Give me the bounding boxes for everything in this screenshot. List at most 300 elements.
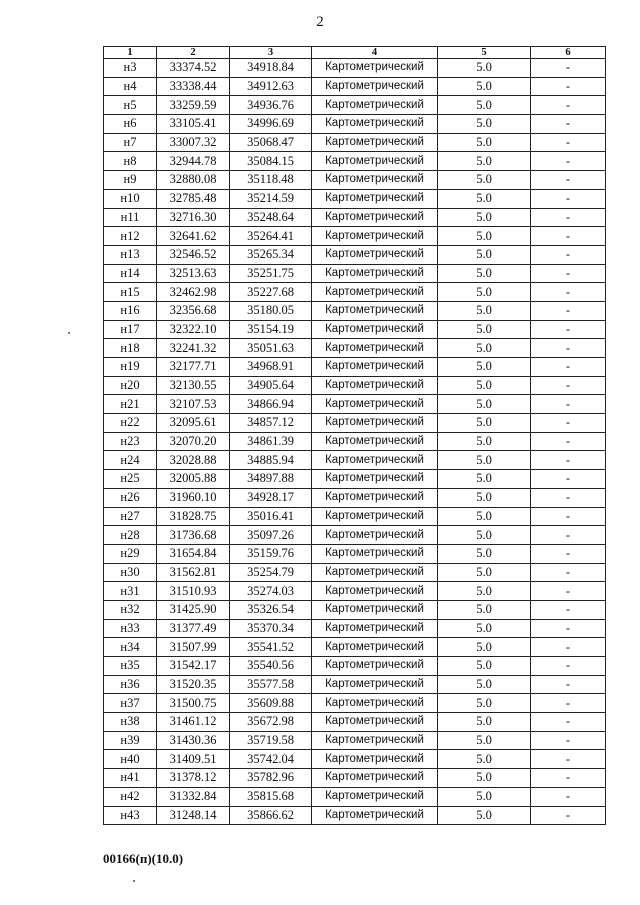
- method-cell: Картометрический: [312, 320, 438, 339]
- x-coordinate-cell: 32641.62: [157, 227, 230, 246]
- y-coordinate-cell: 35214.59: [230, 189, 312, 208]
- point-id-cell: н31: [104, 582, 157, 601]
- x-coordinate-cell: 31654.84: [157, 544, 230, 563]
- x-coordinate-cell: 32241.32: [157, 339, 230, 358]
- description-cell: -: [531, 694, 606, 713]
- y-coordinate-cell: 35154.19: [230, 320, 312, 339]
- description-cell: -: [531, 152, 606, 171]
- x-coordinate-cell: 32356.68: [157, 301, 230, 320]
- description-cell: -: [531, 227, 606, 246]
- description-cell: -: [531, 171, 606, 190]
- accuracy-cell: 5.0: [438, 283, 531, 302]
- table-row: [104, 208, 606, 227]
- header-col-1: 1: [104, 47, 157, 59]
- point-id-cell: н26: [104, 488, 157, 507]
- point-id-cell: н25: [104, 470, 157, 489]
- description-cell: -: [531, 600, 606, 619]
- header-col-2: 2: [157, 47, 230, 59]
- description-cell: -: [531, 208, 606, 227]
- y-coordinate-cell: 35118.48: [230, 171, 312, 190]
- method-cell: Картометрический: [312, 414, 438, 433]
- accuracy-cell: 5.0: [438, 806, 531, 825]
- table-row: [104, 544, 606, 563]
- x-coordinate-cell: 31960.10: [157, 488, 230, 507]
- table-row: [104, 320, 606, 339]
- accuracy-cell: 5.0: [438, 769, 531, 788]
- table-row: [104, 152, 606, 171]
- y-coordinate-cell: 35227.68: [230, 283, 312, 302]
- method-cell: Картометрический: [312, 152, 438, 171]
- point-id-cell: н40: [104, 750, 157, 769]
- point-id-cell: н30: [104, 563, 157, 582]
- description-cell: -: [531, 619, 606, 638]
- scan-speck: [133, 880, 135, 882]
- document-code: 00166(п)(10.0): [103, 851, 184, 866]
- point-id-cell: н33: [104, 619, 157, 638]
- accuracy-cell: 5.0: [438, 59, 531, 78]
- point-id-cell: н24: [104, 451, 157, 470]
- x-coordinate-cell: 32095.61: [157, 414, 230, 433]
- table-row: [104, 245, 606, 264]
- y-coordinate-cell: 34996.69: [230, 115, 312, 134]
- method-cell: Картометрический: [312, 77, 438, 96]
- accuracy-cell: 5.0: [438, 171, 531, 190]
- y-coordinate-cell: 35251.75: [230, 264, 312, 283]
- accuracy-cell: 5.0: [438, 507, 531, 526]
- x-coordinate-cell: 33259.59: [157, 96, 230, 115]
- point-id-cell: н43: [104, 806, 157, 825]
- point-id-cell: н5: [104, 96, 157, 115]
- description-cell: -: [531, 544, 606, 563]
- y-coordinate-cell: 35866.62: [230, 806, 312, 825]
- point-id-cell: н18: [104, 339, 157, 358]
- description-cell: -: [531, 358, 606, 377]
- point-id-cell: н21: [104, 395, 157, 414]
- method-cell: Картометрический: [312, 96, 438, 115]
- header-col-5: 5: [438, 47, 531, 59]
- description-cell: -: [531, 283, 606, 302]
- point-id-cell: н29: [104, 544, 157, 563]
- point-id-cell: н39: [104, 731, 157, 750]
- accuracy-cell: 5.0: [438, 619, 531, 638]
- description-cell: -: [531, 657, 606, 676]
- accuracy-cell: 5.0: [438, 750, 531, 769]
- method-cell: Картометрический: [312, 59, 438, 78]
- x-coordinate-cell: 32028.88: [157, 451, 230, 470]
- method-cell: Картометрический: [312, 358, 438, 377]
- table-row: [104, 339, 606, 358]
- accuracy-cell: 5.0: [438, 731, 531, 750]
- description-cell: -: [531, 787, 606, 806]
- accuracy-cell: 5.0: [438, 189, 531, 208]
- table-row: [104, 77, 606, 96]
- accuracy-cell: 5.0: [438, 638, 531, 657]
- point-id-cell: н3: [104, 59, 157, 78]
- y-coordinate-cell: 35084.15: [230, 152, 312, 171]
- description-cell: -: [531, 320, 606, 339]
- description-cell: -: [531, 582, 606, 601]
- x-coordinate-cell: 31248.14: [157, 806, 230, 825]
- table-row: [104, 675, 606, 694]
- description-cell: -: [531, 245, 606, 264]
- y-coordinate-cell: 35016.41: [230, 507, 312, 526]
- description-cell: -: [531, 189, 606, 208]
- description-cell: -: [531, 395, 606, 414]
- table-row: [104, 171, 606, 190]
- y-coordinate-cell: 35326.54: [230, 600, 312, 619]
- table-header-row: [104, 47, 606, 59]
- description-cell: -: [531, 563, 606, 582]
- accuracy-cell: 5.0: [438, 787, 531, 806]
- point-id-cell: н23: [104, 432, 157, 451]
- y-coordinate-cell: 35265.34: [230, 245, 312, 264]
- accuracy-cell: 5.0: [438, 451, 531, 470]
- accuracy-cell: 5.0: [438, 301, 531, 320]
- point-id-cell: н42: [104, 787, 157, 806]
- accuracy-cell: 5.0: [438, 414, 531, 433]
- method-cell: Картометрический: [312, 675, 438, 694]
- description-cell: -: [531, 264, 606, 283]
- method-cell: Картометрический: [312, 470, 438, 489]
- method-cell: Картометрический: [312, 264, 438, 283]
- point-id-cell: н8: [104, 152, 157, 171]
- table-row: [104, 358, 606, 377]
- y-coordinate-cell: 34885.94: [230, 451, 312, 470]
- accuracy-cell: 5.0: [438, 582, 531, 601]
- description-cell: -: [531, 526, 606, 545]
- method-cell: Картометрический: [312, 507, 438, 526]
- point-id-cell: н35: [104, 657, 157, 676]
- accuracy-cell: 5.0: [438, 152, 531, 171]
- point-id-cell: н38: [104, 713, 157, 732]
- point-id-cell: н19: [104, 358, 157, 377]
- x-coordinate-cell: 32107.53: [157, 395, 230, 414]
- point-id-cell: н34: [104, 638, 157, 657]
- accuracy-cell: 5.0: [438, 675, 531, 694]
- table-row: [104, 694, 606, 713]
- table-row: [104, 600, 606, 619]
- point-id-cell: н11: [104, 208, 157, 227]
- y-coordinate-cell: 34928.17: [230, 488, 312, 507]
- table-row: [104, 731, 606, 750]
- description-cell: -: [531, 806, 606, 825]
- y-coordinate-cell: 35782.96: [230, 769, 312, 788]
- method-cell: Картометрический: [312, 582, 438, 601]
- method-cell: Картометрический: [312, 339, 438, 358]
- point-id-cell: н12: [104, 227, 157, 246]
- table-row: [104, 582, 606, 601]
- method-cell: Картометрический: [312, 787, 438, 806]
- method-cell: Картометрический: [312, 713, 438, 732]
- x-coordinate-cell: 32322.10: [157, 320, 230, 339]
- description-cell: -: [531, 638, 606, 657]
- accuracy-cell: 5.0: [438, 488, 531, 507]
- y-coordinate-cell: 34857.12: [230, 414, 312, 433]
- accuracy-cell: 5.0: [438, 320, 531, 339]
- method-cell: Картометрический: [312, 451, 438, 470]
- x-coordinate-cell: 32513.63: [157, 264, 230, 283]
- table-row: [104, 526, 606, 545]
- description-cell: -: [531, 488, 606, 507]
- accuracy-cell: 5.0: [438, 657, 531, 676]
- description-cell: -: [531, 96, 606, 115]
- header-col-4: 4: [312, 47, 438, 59]
- description-cell: -: [531, 59, 606, 78]
- accuracy-cell: 5.0: [438, 77, 531, 96]
- x-coordinate-cell: 31507.99: [157, 638, 230, 657]
- point-id-cell: н14: [104, 264, 157, 283]
- header-col-6: 6: [531, 47, 606, 59]
- accuracy-cell: 5.0: [438, 358, 531, 377]
- x-coordinate-cell: 31461.12: [157, 713, 230, 732]
- accuracy-cell: 5.0: [438, 432, 531, 451]
- table-row: [104, 488, 606, 507]
- table-row: [104, 189, 606, 208]
- method-cell: Картометрический: [312, 301, 438, 320]
- description-cell: -: [531, 750, 606, 769]
- x-coordinate-cell: 32005.88: [157, 470, 230, 489]
- table-row: [104, 769, 606, 788]
- point-id-cell: н16: [104, 301, 157, 320]
- table-row: [104, 657, 606, 676]
- method-cell: Картометрический: [312, 189, 438, 208]
- table-row: [104, 376, 606, 395]
- method-cell: Картометрический: [312, 638, 438, 657]
- point-id-cell: н17: [104, 320, 157, 339]
- method-cell: Картометрический: [312, 376, 438, 395]
- description-cell: -: [531, 675, 606, 694]
- x-coordinate-cell: 31425.90: [157, 600, 230, 619]
- accuracy-cell: 5.0: [438, 544, 531, 563]
- x-coordinate-cell: 33374.52: [157, 59, 230, 78]
- x-coordinate-cell: 31562.81: [157, 563, 230, 582]
- description-cell: -: [531, 133, 606, 152]
- x-coordinate-cell: 31520.35: [157, 675, 230, 694]
- y-coordinate-cell: 35248.64: [230, 208, 312, 227]
- table-row: [104, 451, 606, 470]
- y-coordinate-cell: 34912.63: [230, 77, 312, 96]
- x-coordinate-cell: 32177.71: [157, 358, 230, 377]
- point-id-cell: н13: [104, 245, 157, 264]
- x-coordinate-cell: 32462.98: [157, 283, 230, 302]
- method-cell: Картометрический: [312, 208, 438, 227]
- accuracy-cell: 5.0: [438, 115, 531, 134]
- method-cell: Картометрический: [312, 488, 438, 507]
- method-cell: Картометрический: [312, 526, 438, 545]
- point-id-cell: н10: [104, 189, 157, 208]
- table-row: [104, 470, 606, 489]
- description-cell: -: [531, 769, 606, 788]
- method-cell: Картометрический: [312, 694, 438, 713]
- scan-speck: [68, 332, 70, 334]
- x-coordinate-cell: 31736.68: [157, 526, 230, 545]
- table-row: [104, 414, 606, 433]
- y-coordinate-cell: 35609.88: [230, 694, 312, 713]
- x-coordinate-cell: 33007.32: [157, 133, 230, 152]
- method-cell: Картометрический: [312, 432, 438, 451]
- description-cell: -: [531, 470, 606, 489]
- y-coordinate-cell: 34968.91: [230, 358, 312, 377]
- point-id-cell: н36: [104, 675, 157, 694]
- x-coordinate-cell: 31409.51: [157, 750, 230, 769]
- method-cell: Картометрический: [312, 600, 438, 619]
- y-coordinate-cell: 35159.76: [230, 544, 312, 563]
- accuracy-cell: 5.0: [438, 264, 531, 283]
- accuracy-cell: 5.0: [438, 600, 531, 619]
- y-coordinate-cell: 35540.56: [230, 657, 312, 676]
- accuracy-cell: 5.0: [438, 713, 531, 732]
- accuracy-cell: 5.0: [438, 245, 531, 264]
- point-id-cell: н6: [104, 115, 157, 134]
- y-coordinate-cell: 35370.34: [230, 619, 312, 638]
- y-coordinate-cell: 35068.47: [230, 133, 312, 152]
- point-id-cell: н4: [104, 77, 157, 96]
- point-id-cell: н27: [104, 507, 157, 526]
- y-coordinate-cell: 35672.98: [230, 713, 312, 732]
- x-coordinate-cell: 32716.30: [157, 208, 230, 227]
- y-coordinate-cell: 35254.79: [230, 563, 312, 582]
- x-coordinate-cell: 32546.52: [157, 245, 230, 264]
- page-number: 2: [316, 14, 324, 30]
- method-cell: Картометрический: [312, 115, 438, 134]
- description-cell: -: [531, 731, 606, 750]
- table-row: [104, 59, 606, 78]
- y-coordinate-cell: 35815.68: [230, 787, 312, 806]
- accuracy-cell: 5.0: [438, 694, 531, 713]
- method-cell: Картометрический: [312, 731, 438, 750]
- method-cell: Картометрический: [312, 619, 438, 638]
- description-cell: -: [531, 432, 606, 451]
- y-coordinate-cell: 35742.04: [230, 750, 312, 769]
- method-cell: Картометрический: [312, 283, 438, 302]
- x-coordinate-cell: 32130.55: [157, 376, 230, 395]
- table-row: [104, 563, 606, 582]
- x-coordinate-cell: 31377.49: [157, 619, 230, 638]
- y-coordinate-cell: 35264.41: [230, 227, 312, 246]
- accuracy-cell: 5.0: [438, 96, 531, 115]
- table-row: [104, 619, 606, 638]
- method-cell: Картометрический: [312, 544, 438, 563]
- coordinates-table: [103, 46, 606, 825]
- point-id-cell: н22: [104, 414, 157, 433]
- table-row: [104, 432, 606, 451]
- point-id-cell: н41: [104, 769, 157, 788]
- method-cell: Картометрический: [312, 395, 438, 414]
- x-coordinate-cell: 33105.41: [157, 115, 230, 134]
- table-row: [104, 638, 606, 657]
- y-coordinate-cell: 34918.84: [230, 59, 312, 78]
- x-coordinate-cell: 31378.12: [157, 769, 230, 788]
- x-coordinate-cell: 31430.36: [157, 731, 230, 750]
- x-coordinate-cell: 31332.84: [157, 787, 230, 806]
- description-cell: -: [531, 115, 606, 134]
- table-row: [104, 750, 606, 769]
- accuracy-cell: 5.0: [438, 526, 531, 545]
- y-coordinate-cell: 35577.58: [230, 675, 312, 694]
- point-id-cell: н37: [104, 694, 157, 713]
- x-coordinate-cell: 32880.08: [157, 171, 230, 190]
- y-coordinate-cell: 35541.52: [230, 638, 312, 657]
- y-coordinate-cell: 34936.76: [230, 96, 312, 115]
- description-cell: -: [531, 301, 606, 320]
- x-coordinate-cell: 32944.78: [157, 152, 230, 171]
- x-coordinate-cell: 32785.48: [157, 189, 230, 208]
- method-cell: Картометрический: [312, 563, 438, 582]
- table-row: [104, 283, 606, 302]
- accuracy-cell: 5.0: [438, 376, 531, 395]
- method-cell: Картометрический: [312, 171, 438, 190]
- point-id-cell: н28: [104, 526, 157, 545]
- accuracy-cell: 5.0: [438, 208, 531, 227]
- table-row: [104, 96, 606, 115]
- x-coordinate-cell: 31500.75: [157, 694, 230, 713]
- x-coordinate-cell: 31828.75: [157, 507, 230, 526]
- table-row: [104, 133, 606, 152]
- table-row: [104, 806, 606, 825]
- header-col-3: 3: [230, 47, 312, 59]
- y-coordinate-cell: 34905.64: [230, 376, 312, 395]
- description-cell: -: [531, 451, 606, 470]
- table-row: [104, 395, 606, 414]
- table-row: [104, 264, 606, 283]
- method-cell: Картометрический: [312, 806, 438, 825]
- table-row: [104, 115, 606, 134]
- x-coordinate-cell: 31542.17: [157, 657, 230, 676]
- table-row: [104, 227, 606, 246]
- y-coordinate-cell: 34861.39: [230, 432, 312, 451]
- table-row: [104, 301, 606, 320]
- description-cell: -: [531, 376, 606, 395]
- method-cell: Картометрический: [312, 769, 438, 788]
- description-cell: -: [531, 414, 606, 433]
- description-cell: -: [531, 339, 606, 358]
- method-cell: Картометрический: [312, 227, 438, 246]
- table-row: [104, 787, 606, 806]
- x-coordinate-cell: 33338.44: [157, 77, 230, 96]
- table-body: [104, 59, 606, 825]
- y-coordinate-cell: 34866.94: [230, 395, 312, 414]
- point-id-cell: н20: [104, 376, 157, 395]
- method-cell: Картометрический: [312, 750, 438, 769]
- y-coordinate-cell: 35180.05: [230, 301, 312, 320]
- y-coordinate-cell: 35274.03: [230, 582, 312, 601]
- description-cell: -: [531, 713, 606, 732]
- table-row: [104, 507, 606, 526]
- y-coordinate-cell: 35097.26: [230, 526, 312, 545]
- x-coordinate-cell: 32070.20: [157, 432, 230, 451]
- accuracy-cell: 5.0: [438, 339, 531, 358]
- point-id-cell: н32: [104, 600, 157, 619]
- accuracy-cell: 5.0: [438, 563, 531, 582]
- point-id-cell: н7: [104, 133, 157, 152]
- point-id-cell: н9: [104, 171, 157, 190]
- point-id-cell: н15: [104, 283, 157, 302]
- accuracy-cell: 5.0: [438, 227, 531, 246]
- method-cell: Картометрический: [312, 245, 438, 264]
- description-cell: -: [531, 77, 606, 96]
- method-cell: Картометрический: [312, 133, 438, 152]
- accuracy-cell: 5.0: [438, 133, 531, 152]
- accuracy-cell: 5.0: [438, 470, 531, 489]
- y-coordinate-cell: 35051.63: [230, 339, 312, 358]
- description-cell: -: [531, 507, 606, 526]
- method-cell: Картометрический: [312, 657, 438, 676]
- accuracy-cell: 5.0: [438, 395, 531, 414]
- table-row: [104, 713, 606, 732]
- y-coordinate-cell: 34897.88: [230, 470, 312, 489]
- y-coordinate-cell: 35719.58: [230, 731, 312, 750]
- x-coordinate-cell: 31510.93: [157, 582, 230, 601]
